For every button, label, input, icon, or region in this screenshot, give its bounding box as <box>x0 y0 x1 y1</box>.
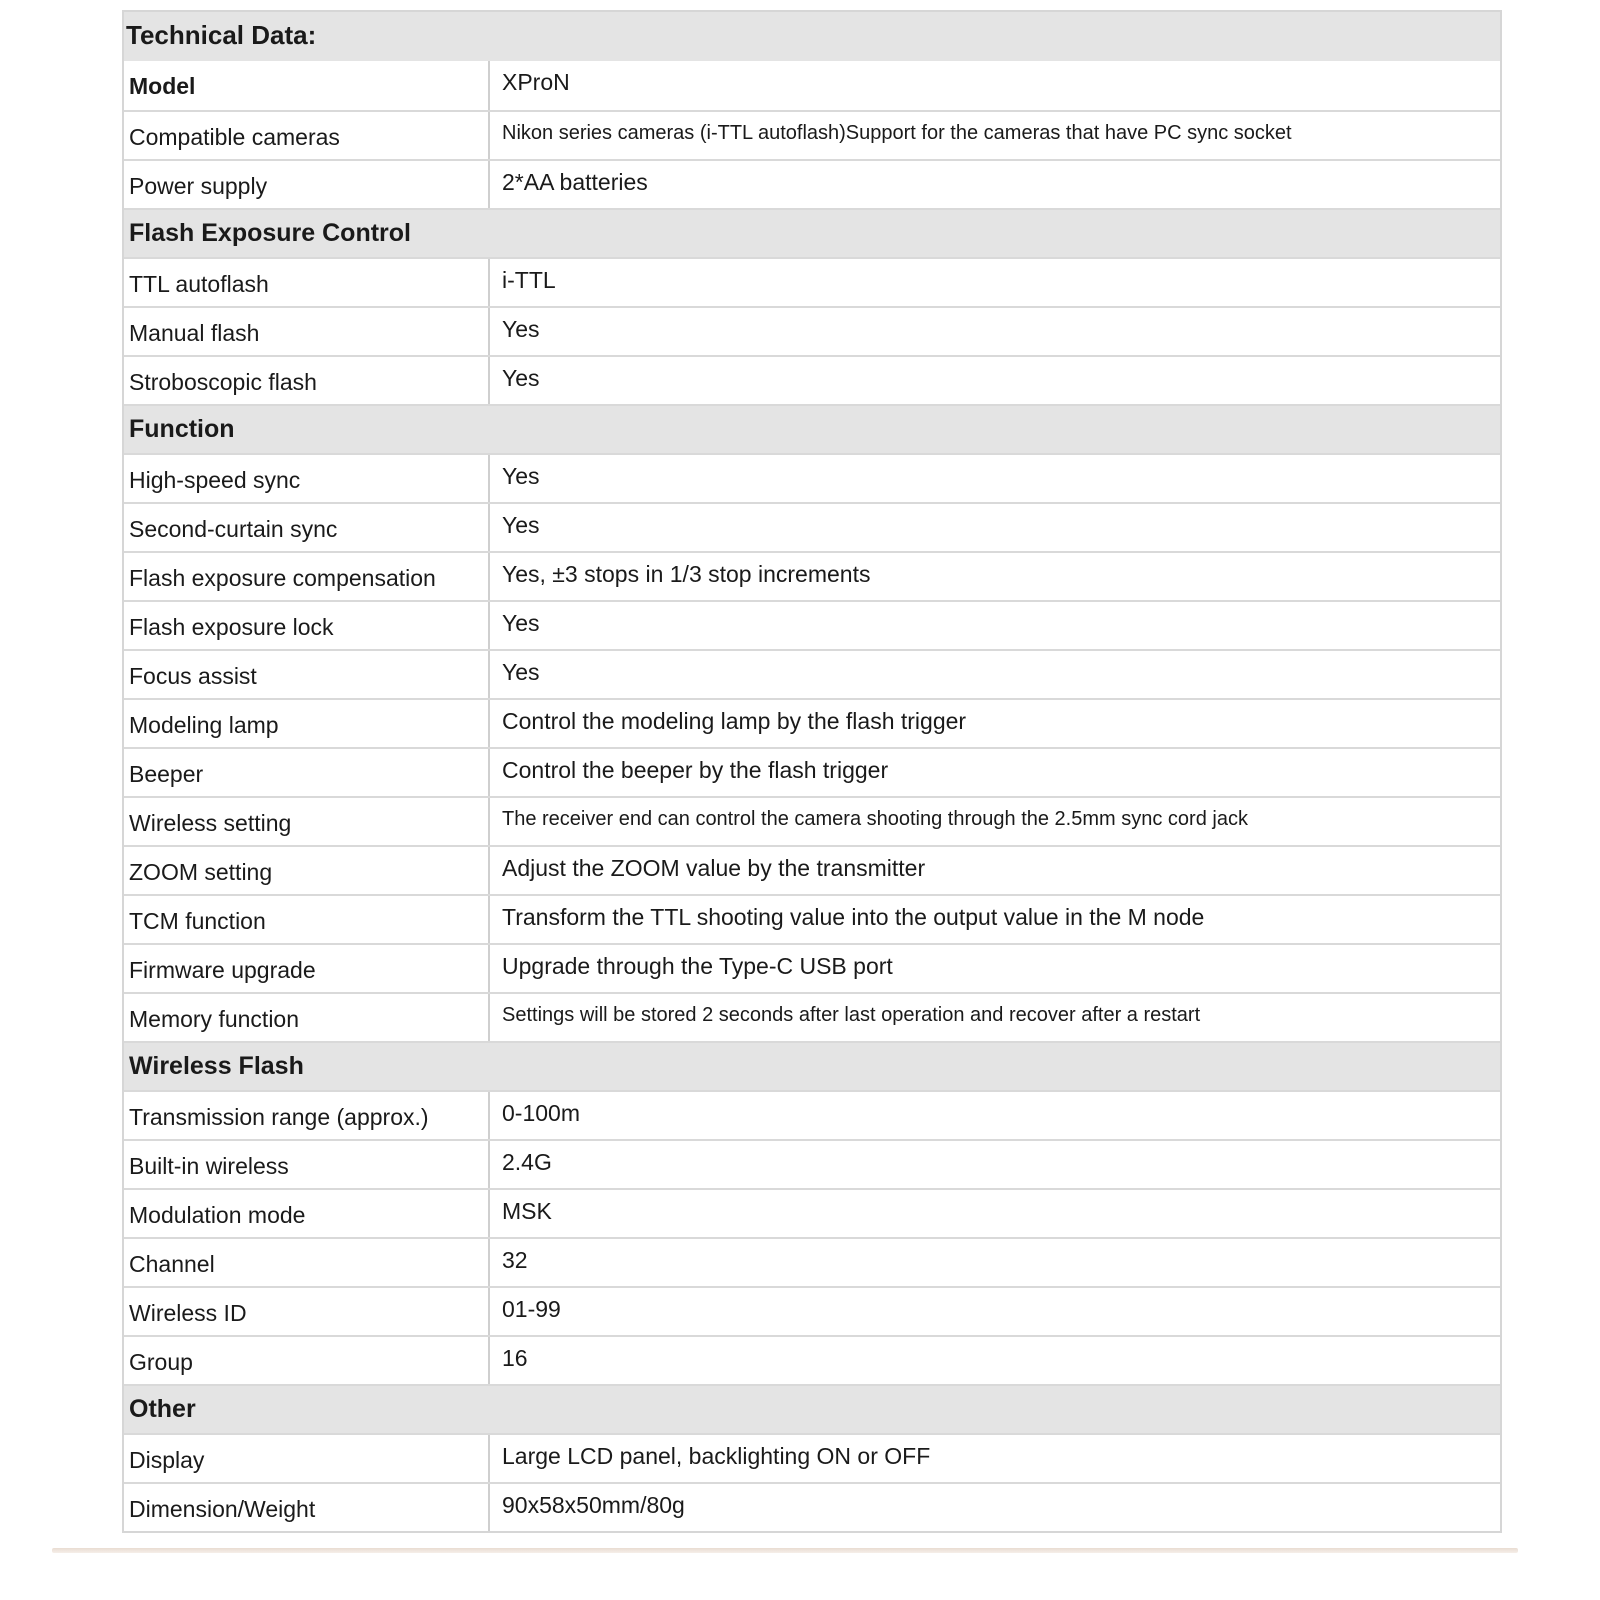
spec-value: Yes <box>502 610 540 636</box>
table-row <box>124 1482 1500 1531</box>
spec-label: High-speed sync <box>124 455 490 502</box>
table-row <box>124 796 1500 845</box>
table-row <box>124 1139 1500 1188</box>
table-row <box>124 894 1500 943</box>
spec-value: Yes <box>502 512 540 538</box>
table-row <box>124 453 1500 502</box>
spec-label: Power supply <box>124 161 490 208</box>
table-row <box>124 551 1500 600</box>
spec-label: Wireless ID <box>124 1288 490 1335</box>
spec-label: Beeper <box>124 749 490 796</box>
section-title: Flash Exposure Control <box>129 219 411 247</box>
section-title: Function <box>129 415 235 443</box>
table-row <box>124 1286 1500 1335</box>
spec-value: Yes <box>502 463 540 489</box>
spec-value: 2.4G <box>502 1149 552 1175</box>
spec-value: 90x58x50mm/80g <box>502 1492 685 1518</box>
spec-label: Transmission range (approx.) <box>124 1092 490 1139</box>
spec-value: Transform the TTL shooting value into the output value in the M node <box>502 904 1205 930</box>
spec-label: TTL autoflash <box>124 259 490 306</box>
spec-value: 0-100m <box>502 1100 580 1126</box>
spec-label: Memory function <box>124 994 490 1041</box>
table-row <box>124 1188 1500 1237</box>
spec-label: Compatible cameras <box>124 112 490 159</box>
spec-value: 32 <box>502 1247 528 1273</box>
table-row <box>124 992 1500 1041</box>
spec-value: Nikon series cameras (i-TTL autoflash)Support for the cameras that have PC sync socket <box>502 122 1292 144</box>
table-row <box>124 747 1500 796</box>
spec-label: Stroboscopic flash <box>124 357 490 404</box>
spec-value: XProN <box>502 69 570 95</box>
spec-value: Adjust the ZOOM value by the transmitter <box>502 855 926 881</box>
table-row <box>124 1433 1500 1482</box>
table-title-row <box>124 12 1500 61</box>
spec-value: 16 <box>502 1345 528 1371</box>
table-row <box>124 110 1500 159</box>
spec-table <box>122 10 1502 1533</box>
spec-label: Built-in wireless <box>124 1141 490 1188</box>
spec-label: TCM function <box>124 896 490 943</box>
table-row <box>124 649 1500 698</box>
spec-value: Yes <box>502 365 540 391</box>
spec-label: Focus assist <box>124 651 490 698</box>
spec-value: Yes, ±3 stops in 1/3 stop increments <box>502 561 871 587</box>
table-row <box>124 1335 1500 1384</box>
spec-value: Yes <box>502 316 540 342</box>
table-row <box>124 159 1500 208</box>
section-header-row <box>124 1041 1500 1090</box>
spec-value: Large LCD panel, backlighting ON or OFF <box>502 1443 931 1469</box>
table-row <box>124 306 1500 355</box>
spec-label: Model <box>124 61 490 110</box>
spec-label: Dimension/Weight <box>124 1484 490 1531</box>
bottom-divider <box>52 1548 1518 1553</box>
spec-value: Settings will be stored 2 seconds after last operation and recover after a restart <box>502 1004 1201 1026</box>
spec-label: Group <box>124 1337 490 1384</box>
table-row <box>124 845 1500 894</box>
spec-value: Control the modeling lamp by the flash trigger <box>502 708 967 734</box>
spec-label: Wireless setting <box>124 798 490 845</box>
spec-value: Upgrade through the Type-C USB port <box>502 953 893 979</box>
spec-value: MSK <box>502 1198 552 1224</box>
table-row <box>124 943 1500 992</box>
section-header-row <box>124 404 1500 453</box>
table-row <box>124 257 1500 306</box>
spec-label: Display <box>124 1435 490 1482</box>
spec-rows <box>124 61 1500 1531</box>
spec-label: Firmware upgrade <box>124 945 490 992</box>
section-header-row <box>124 1384 1500 1433</box>
spec-label: Modeling lamp <box>124 700 490 747</box>
spec-label: Flash exposure compensation <box>124 553 490 600</box>
section-title: Wireless Flash <box>129 1052 304 1080</box>
table-row <box>124 600 1500 649</box>
spec-label: Channel <box>124 1239 490 1286</box>
spec-value: Yes <box>502 659 540 685</box>
spec-label: Manual flash <box>124 308 490 355</box>
section-title: Other <box>129 1395 196 1423</box>
section-header-row <box>124 208 1500 257</box>
spec-label: Flash exposure lock <box>124 602 490 649</box>
spec-label: Second-curtain sync <box>124 504 490 551</box>
spec-value: 01-99 <box>502 1296 561 1322</box>
spec-label: Modulation mode <box>124 1190 490 1237</box>
spec-value: 2*AA batteries <box>502 169 648 195</box>
spec-label: ZOOM setting <box>124 847 490 894</box>
table-title: Technical Data: <box>126 20 317 50</box>
table-row <box>124 698 1500 747</box>
spec-value: Control the beeper by the flash trigger <box>502 757 889 783</box>
table-row <box>124 502 1500 551</box>
spec-value: The receiver end can control the camera shooting through the 2.5mm sync cord jack <box>502 808 1248 830</box>
table-row <box>124 1090 1500 1139</box>
table-row <box>124 355 1500 404</box>
table-row <box>124 61 1500 110</box>
spec-value: i-TTL <box>502 267 556 293</box>
table-row <box>124 1237 1500 1286</box>
